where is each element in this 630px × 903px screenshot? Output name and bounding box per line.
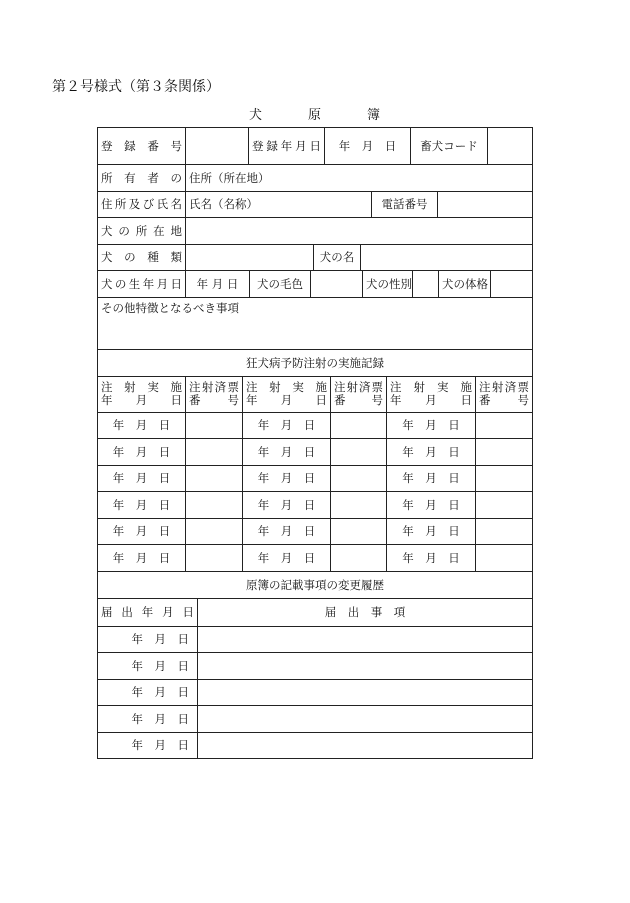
col-ticket-line2: 番 号 [334,393,383,407]
history-row [98,653,533,680]
reg-number-label: 登録番号 [98,128,186,165]
sex-label: 犬の性別 [363,271,413,298]
vaccination-ticket-cell[interactable] [186,545,243,572]
other-features-label: その他特徴となるべき事項 [101,300,239,315]
vaccination-date-cell[interactable]: 年 月 日 [98,518,186,545]
build-field[interactable] [491,271,533,298]
vaccination-ticket-cell[interactable] [186,492,243,519]
owner-label: 所有者の [98,165,186,192]
vaccination-date-cell[interactable]: 年 月 日 [243,465,331,492]
vaccination-row [98,492,533,519]
livestock-code-label: 畜犬コード [411,128,488,165]
document-title: 犬原簿 [248,108,426,123]
reg-date-label: 登録年月日 [249,128,325,165]
vaccination-ticket-cell[interactable] [476,545,533,572]
col-date-line2: 年 月 日 [246,393,327,407]
build-label: 犬の体格 [439,271,491,298]
history-row [98,679,533,706]
vaccination-ticket-col-header [331,376,387,412]
vaccination-date-cell[interactable]: 年 月 日 [387,412,476,439]
vaccination-ticket-cell[interactable] [331,518,387,545]
vaccination-ticket-cell[interactable] [476,518,533,545]
col-date-line2: 年 月 日 [390,393,472,407]
address-field[interactable] [186,165,533,192]
vaccination-row [98,465,533,492]
col-ticket-line1: 注射済票 [479,380,530,394]
vaccination-ticket-cell[interactable] [331,492,387,519]
dog-birth-field[interactable]: 年 月 日 [186,271,250,298]
owner-table [97,164,533,245]
history-matter-cell[interactable] [198,706,533,733]
vaccination-date-cell[interactable]: 年 月 日 [387,465,476,492]
col-date-line1: 注 射 実 施 [390,380,472,394]
history-matter-cell[interactable] [198,653,533,680]
col-date-line2: 年 月 日 [101,393,182,407]
vaccination-date-cell[interactable]: 年 月 日 [387,439,476,466]
history-row [98,732,533,759]
history-matter-cell[interactable] [198,679,533,706]
name-label: 氏名（名称） [189,197,258,212]
vaccination-date-cell[interactable]: 年 月 日 [243,439,331,466]
vaccination-header-row [98,376,533,412]
reg-date-field[interactable]: 年 月 日 [325,128,411,165]
address-label: 住所（所在地） [189,170,270,185]
vaccination-date-cell[interactable]: 年 月 日 [243,545,331,572]
history-matter-header: 届 出 事 項 [198,598,533,626]
dog-birth-label: 犬の生年月日 [98,271,186,298]
registry-table [97,127,533,165]
livestock-code-field[interactable] [488,128,533,165]
history-date-cell[interactable]: 年 月 日 [98,706,198,733]
vaccination-ticket-cell[interactable] [331,545,387,572]
vaccination-date-cell[interactable]: 年 月 日 [243,518,331,545]
vaccination-ticket-cell[interactable] [476,465,533,492]
dog-name-label: 犬の名 [314,244,361,271]
history-table [97,598,533,760]
vaccination-row [98,545,533,572]
history-matter-cell[interactable] [198,732,533,759]
vaccination-section-title: 狂犬病予防注射の実施記録 [98,349,533,376]
vaccination-ticket-col-header [186,376,243,412]
vaccination-ticket-cell[interactable] [476,439,533,466]
vaccination-date-cell[interactable]: 年 月 日 [98,412,186,439]
vaccination-ticket-cell[interactable] [186,412,243,439]
vaccination-ticket-cell[interactable] [186,439,243,466]
vaccination-ticket-cell[interactable] [331,412,387,439]
vaccination-row [98,518,533,545]
registry-form [97,127,532,759]
vaccination-row [98,439,533,466]
history-rows [98,626,533,759]
history-section-title: 原簿の記載事項の変更履歴 [98,571,533,598]
vaccination-table [97,297,533,599]
vaccination-date-cell[interactable]: 年 月 日 [243,492,331,519]
phone-field[interactable] [438,191,533,218]
dog-type-field[interactable] [186,244,314,271]
form-number: 第２号様式（第３条関係） [52,79,220,95]
history-date-header: 届出年月日 [98,598,198,626]
history-matter-cell[interactable] [198,626,533,653]
vaccination-ticket-cell[interactable] [476,492,533,519]
vaccination-date-cell[interactable]: 年 月 日 [387,518,476,545]
vaccination-date-cell[interactable]: 年 月 日 [387,545,476,572]
other-features-field[interactable] [98,297,533,349]
vaccination-ticket-cell[interactable] [331,465,387,492]
coat-color-field[interactable] [311,271,363,298]
vaccination-date-cell[interactable]: 年 月 日 [387,492,476,519]
dog-detail-table [97,270,533,298]
vaccination-date-col-header [387,376,476,412]
vaccination-date-cell[interactable]: 年 月 日 [98,492,186,519]
col-ticket-line2: 番 号 [479,393,530,407]
vaccination-ticket-cell[interactable] [331,439,387,466]
history-row [98,706,533,733]
owner-label-2: 住所及び氏名 [98,191,186,218]
col-ticket-line1: 注射済票 [334,380,383,394]
history-date-cell[interactable]: 年 月 日 [98,653,198,680]
dog-type-table [97,244,533,272]
history-date-cell[interactable]: 年 月 日 [98,626,198,653]
vaccination-date-cell[interactable]: 年 月 日 [98,545,186,572]
vaccination-date-col-header [98,376,186,412]
vaccination-date-cell[interactable]: 年 月 日 [98,465,186,492]
dog-type-label: 犬の種類 [98,244,186,271]
vaccination-rows [98,412,533,571]
name-field[interactable] [186,191,372,218]
history-date-cell[interactable]: 年 月 日 [98,679,198,706]
sex-field[interactable] [413,271,439,298]
vaccination-ticket-col-header [476,376,533,412]
vaccination-date-cell[interactable]: 年 月 日 [98,439,186,466]
col-date-line1: 注 射 実 施 [246,380,327,394]
vaccination-date-col-header [243,376,331,412]
dog-location-field[interactable] [186,218,533,245]
col-date-line1: 注 射 実 施 [101,380,182,394]
phone-label: 電話番号 [372,191,438,218]
vaccination-ticket-cell[interactable] [476,412,533,439]
vaccination-ticket-cell[interactable] [186,465,243,492]
col-ticket-line2: 番 号 [189,393,239,407]
history-row [98,626,533,653]
col-ticket-line1: 注射済票 [189,380,239,394]
history-date-cell[interactable]: 年 月 日 [98,732,198,759]
vaccination-ticket-cell[interactable] [186,518,243,545]
coat-color-label: 犬の毛色 [250,271,311,298]
reg-number-field[interactable] [186,128,249,165]
dog-location-label: 犬の所在地 [98,218,186,245]
vaccination-row [98,412,533,439]
vaccination-date-cell[interactable]: 年 月 日 [243,412,331,439]
dog-name-field[interactable] [361,244,533,271]
